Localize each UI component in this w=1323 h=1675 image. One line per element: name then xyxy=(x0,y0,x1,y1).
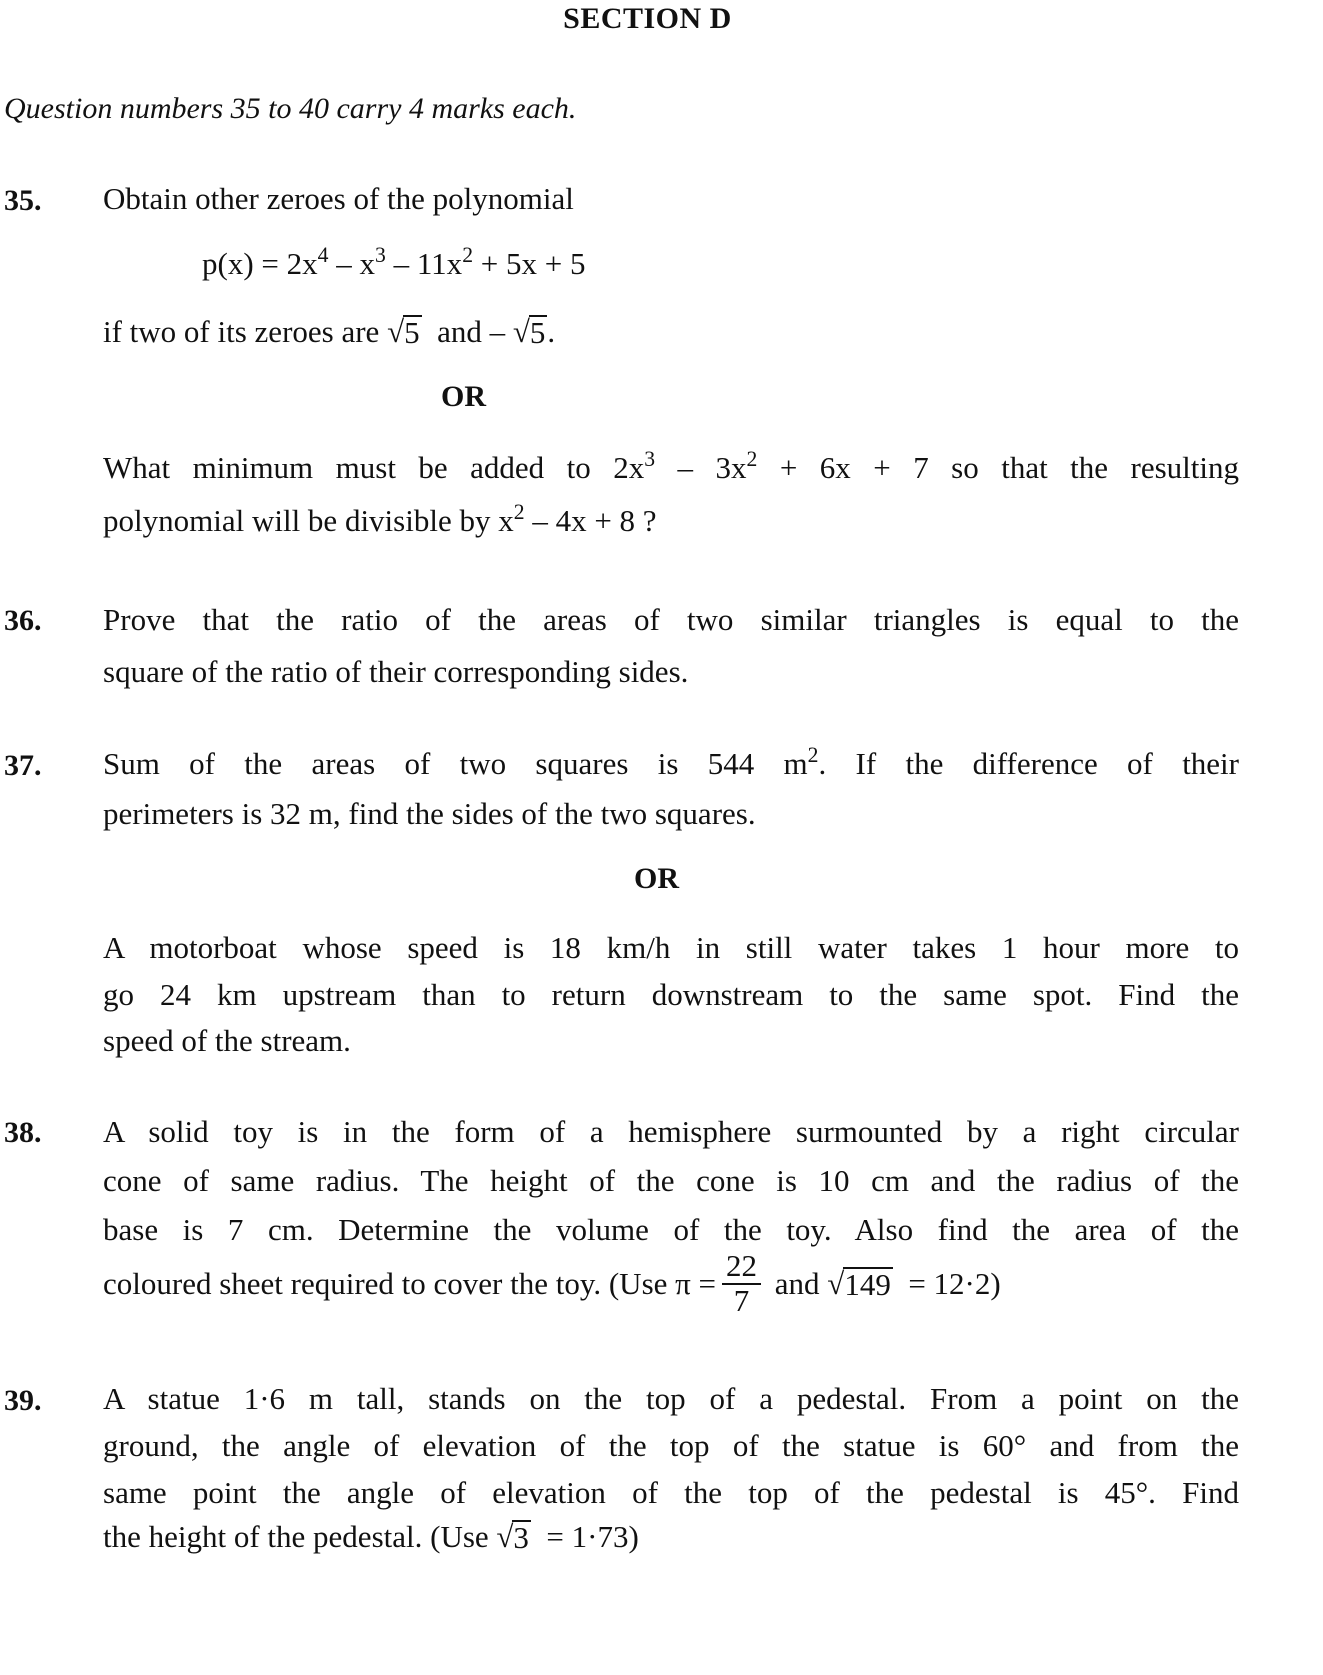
fraction: $\frac{22}{7}$ xyxy=(722,1250,761,1317)
question-number-39: 39. xyxy=(4,1384,42,1417)
section-instruction: Question numbers 35 to 40 carry 4 marks each. xyxy=(4,92,577,125)
q37-line-1: Sum of the areas of two squares is 544 $m^2$. If the difference of their xyxy=(103,743,1239,781)
q39-line-1: A statue 1·6 m tall, stands on the top of a pedestal. From a point on the xyxy=(103,1381,1239,1416)
q39-line-3: same point the angle of elevation of the top of the pedestal is 45°. Find xyxy=(103,1475,1239,1510)
square-root: √ 149 xyxy=(827,1265,891,1302)
q38-line-4: coloured sheet required to cover the toy. (Use π = $\frac{22}{7}$ and √ 149 = 12·2) xyxy=(103,1248,1001,1318)
square-root: √ 5 xyxy=(512,314,546,351)
or-separator: OR xyxy=(441,380,486,413)
q37-alternative-line-2: go 24 km upstream than to return downstream to the same spot. Find the xyxy=(103,977,1239,1012)
q35-condition: if two of its zeroes are √ 5 and – √ 5 . xyxy=(103,314,556,351)
q37-alternative-line-3: speed of the stream. xyxy=(103,1023,351,1058)
q38-line-2: cone of same radius. The height of the cone is 10 cm and the radius of the xyxy=(103,1163,1239,1198)
question-number-35: 35. xyxy=(4,184,42,217)
q38-line-3: base is 7 cm. Determine the volume of the toy. Also find the area of the xyxy=(103,1212,1239,1247)
q39-line-2: ground, the angle of elevation of the top of the statue is 60° and from the xyxy=(103,1428,1239,1463)
q35-alternative-line-2: polynomial will be divisible by $x^2 - 4x + 8$ ? xyxy=(103,500,657,538)
or-separator: OR xyxy=(634,862,679,895)
question-number-37: 37. xyxy=(4,749,42,782)
square-root: √ 5 xyxy=(387,314,420,351)
q38-line-1: A solid toy is in the form of a hemisphere surmounted by a right circular xyxy=(103,1114,1239,1149)
question-number-38: 38. xyxy=(4,1116,42,1149)
q36-line-2: square of the ratio of their corresponding sides. xyxy=(103,654,689,689)
q35-alternative-line-1: What minimum must be added to $2x^3 - 3x^2 + 6x + 7$ so that the resulting xyxy=(103,447,1240,485)
q39-line-4: the height of the pedestal. (Use √ 3 = 1·73) xyxy=(103,1519,639,1556)
q36-line-1: Prove that the ratio of the areas of two similar triangles is equal to the xyxy=(103,602,1239,637)
q37-alternative-line-1: A motorboat whose speed is 18 km/h in still water takes 1 hour more to xyxy=(103,930,1239,965)
q35-polynomial: $p(x) = 2x^4 - x^3 - 11x^2 + 5x + 5$ xyxy=(202,243,586,281)
section-title: SECTION D xyxy=(563,2,732,35)
question-number-36: 36. xyxy=(4,604,42,637)
square-root: √ 3 xyxy=(496,1519,529,1556)
q37-line-2: perimeters is 32 m, find the sides of the two squares. xyxy=(103,796,756,831)
q35-intro: Obtain other zeroes of the polynomial xyxy=(103,181,574,216)
